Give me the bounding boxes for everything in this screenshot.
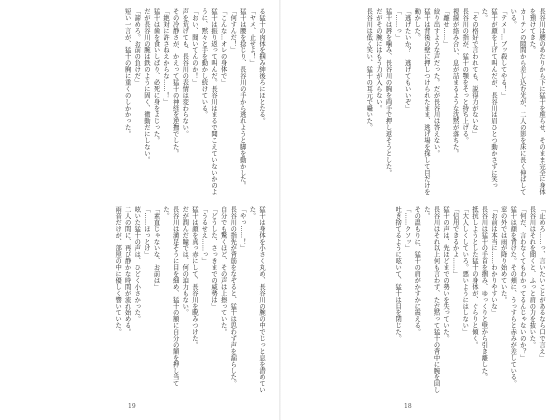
text-line: 「おい、聞いてんのか！」 [190, 8, 198, 86]
text-line: 「その格好で言われても、説得力がないな」 [470, 8, 478, 137]
text-line: 「何だ、言わなくてもわかってるんじゃないのか？」 [518, 206, 526, 361]
text-line: 「素直じゃないな、お前は」 [152, 206, 160, 290]
text-line: 「諦めろ。お前の負けだ」 [133, 8, 141, 86]
text-line: 窓の外では雨が降り始めていた。 [499, 206, 507, 303]
text-line: その冷静さが、かえって猛十の神経を逆撫でした。 [171, 8, 179, 157]
text-line: 「ヤメ、止せよ！」 [248, 8, 256, 67]
text-line: 短い一言が、猛十の胸に重くのしかかった。 [123, 8, 131, 137]
text-line: 猛十が顔を上げて叫んだが、長谷川は眉ひとつ動かさずに笑った。 [480, 8, 498, 189]
text-line: 「……ほっとけ」 [142, 206, 150, 258]
text-line: 長谷川の指先が背筋をなぞると、猛十は思わず声を漏らした。 [229, 206, 237, 387]
page-number-left: 19 [128, 403, 136, 410]
left-page-upper-text [14, 8, 266, 196]
text-line: 「こんな…オレの身体で」 [219, 8, 227, 86]
text-line: 猛十は歯を食いしばり、必死に身をよじった。 [152, 8, 160, 144]
text-line: 二人の間に、再び静かな時間が流れ始める。 [123, 206, 131, 335]
text-line: 「止めろ……っ、言いたいことがあるなら口で言え」 [538, 206, 545, 361]
text-line: 猛十は顔を背けた。その頬に、うっすらと赤みが差している。 [509, 206, 517, 387]
text-line: 長谷川は腰のあたりから下に猛十を座らせ、そのまま完全に身体を預けてきた。 [528, 8, 545, 196]
right-page [280, 0, 560, 420]
text-line: 自分でも驚くほど、その声は上擦っていた。 [219, 206, 227, 335]
text-line: 猛十は顔を真っ赤にして、長谷川を睨みつけた。 [190, 206, 198, 348]
text-line: 「……クソッ」 [403, 206, 411, 252]
text-line: 猛十は身体を小さく丸め、長谷川の腕の中でじっと息を潜めていた。 [248, 206, 265, 394]
text-line: 声を荒げても、長谷川の表情は変わらない。 [181, 8, 189, 137]
right-page-upper-text [294, 8, 546, 196]
text-line: 「……っ」 [394, 8, 402, 41]
text-line: 抵抗しようとした猛十の身体が、ぐらりと傾く。 [470, 206, 478, 348]
text-line: 吐き捨てるように呟いて、猛十は目を閉じた。 [394, 206, 402, 342]
text-line: カーテンの隙間から差し込む光が、二人の影を床に長く伸ばしている。 [509, 8, 526, 196]
text-line: 「離せ……」 [442, 8, 450, 47]
left-page-lower-text [14, 206, 266, 394]
text-line: 猛十は唇を噛み、長谷川の胸を両手で押し返そうとした。 [384, 8, 392, 176]
page-number-right: 18 [404, 403, 412, 410]
text-line: その温もりに、猛十の肩がかすかに震える。 [413, 206, 421, 335]
text-line: 「信用できるかよ……」 [451, 206, 459, 277]
text-line: 視線が絡み合い、息が詰まるような沈黙が落ちた。 [451, 8, 459, 157]
text-line: 「うるせえ……っ」 [200, 206, 208, 265]
right-page-lower-text [294, 206, 546, 394]
text-line: 猛十の声は、先ほどまでの勢いを失っていた。 [442, 206, 450, 342]
text-line: 「やっ……！」 [238, 206, 246, 252]
text-line: 長谷川はそれを聞くと、ふっと肩の力を抜いた。 [528, 206, 536, 348]
text-line: 長谷川は低く笑い、猛十の耳元で囁いた。 [365, 8, 373, 131]
text-line: だが潤んだ瞳では、何の迫力もない。 [181, 206, 189, 316]
text-line: 「何すんだ！」 [229, 8, 237, 54]
text-line: 「大人しくしていろ。悪いようにはしない」 [461, 206, 469, 335]
text-line: 猛十は腰を捻じり、長谷川の手から逃れようと脚を動かした。 [238, 8, 246, 189]
text-line: 「お前は本当に……わかりやすいな」 [490, 206, 498, 316]
text-line: 絞り出すような声だった。だが長谷川は答えない。 [432, 8, 440, 157]
text-line: 長谷川はそれ以上何も言わず、ただ黙って猛十の背中に腕を回した。 [422, 206, 440, 394]
text-line: 「逃げたいか？ 逃げてもいいぞ」 [403, 8, 411, 112]
text-line: 猛十は振り返って叫んだ。長谷川はまるで聞こえていないかのように、黙々と手を動かし続けている。 [200, 8, 218, 196]
text-line: 長谷川の指が、猛十の顎をそっと持ち上げる。 [461, 8, 469, 144]
text-line: 雨音だけが、部屋の中に優しく響いていた。 [114, 206, 122, 335]
text-line: 猛十は背後の壁に押しつけられたまま、逃げ場を探して目だけを動かした。 [413, 8, 430, 196]
text-line: 長谷川は満足そうに目を細め、猛十の額に自分の額を押し当てた。 [162, 206, 179, 387]
text-line: 「絶対に許さねえからな……！」 [162, 8, 170, 105]
text-line: 長谷川は猛十の手首を掴み、ゆっくりと壁から引き離した。 [480, 206, 488, 381]
text-line: 「どうした、さっきまでの威勢は」 [210, 206, 218, 310]
text-line: だがその腕にはもう力が入らない。 [374, 8, 382, 112]
text-line: だが長谷川の腕は鉄のように固く、微動だにしない。 [142, 8, 150, 163]
text-line: 「テメー…ブッ殺してやる！」 [499, 8, 507, 99]
text-line: る猛十の肉体を掴み紳後ろにほとたる。 [258, 8, 265, 125]
text-line: 呟いた猛十の声は、ひどく小さかった。 [133, 206, 141, 323]
